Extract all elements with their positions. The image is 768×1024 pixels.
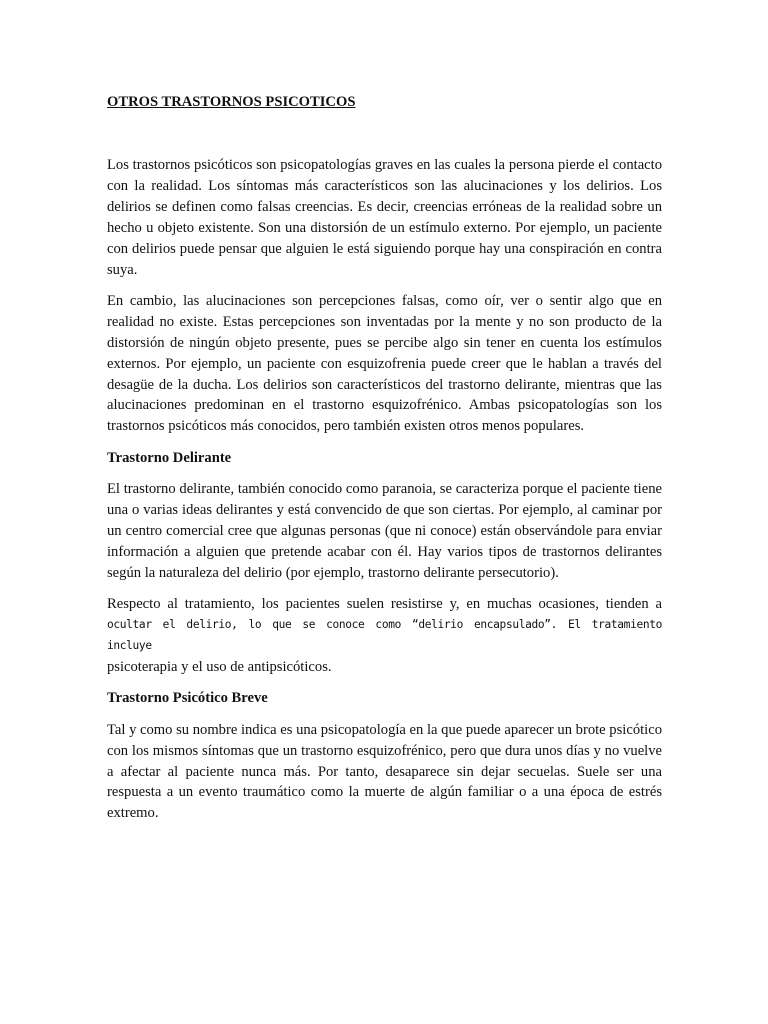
treatment-line-1: Respecto al tratamiento, los pacientes suelen resistirse y, en muchas ocasiones, tienden a	[107, 596, 662, 613]
section-heading-psicotico-breve: Trastorno Psicótico Breve	[107, 690, 268, 707]
treatment-line-2-encapsulated: ocultar el delirio, lo que se conoce como “delirio encapsulado”. El tratamiento incluye	[107, 618, 662, 653]
intro-paragraph-1: Los trastornos psicóticos son psicopatologías graves en las cuales la persona pierde el contacto con la realidad. Los síntomas más característicos son las alucinaciones y los delirios. Los delirios se definen como falsas creencias. Es decir, creencias erróneas de la realidad sobre un hecho u objeto existente. Son una distorsión de un estímulo externo. Por ejemplo, un paciente con delirios puede pensar que alguien le está siguiendo porque hay una conspiración en contra suya.	[107, 157, 662, 278]
section-heading-delirante: Trastorno Delirante	[107, 449, 232, 466]
delirante-paragraph-2	[107, 594, 662, 678]
intro-paragraph-2: En cambio, las alucinaciones son percepciones falsas, como oír, ver o sentir algo que en realidad no existe. Estas percepciones son inventadas por la mente y no son producto de la distorsión de ningún objeto presente, pues se percibe algo sin tener en cuenta los estímulos externos. Por ejemplo, un paciente con esquizofrenia puede creer que le hablan a través del desagüe de la ducha. Los delirios son característicos del trastorno delirante, mientras que las alucinaciones predominan en el trastorno esquizofrénico. Ambas psicopatologías son los trastornos psicóticos más conocidos, pero también existen otros menos populares.	[107, 292, 662, 435]
treatment-line-3: psicoterapia y el uso de antipsicóticos.	[107, 658, 332, 675]
document-page	[107, 92, 662, 835]
delirante-paragraph-1: El trastorno delirante, también conocido como paranoia, se caracteriza porque el paciente tiene una o varias ideas delirantes y está convencido de que son ciertas. Por ejemplo, al caminar por un centro comercial cree que algunas personas (que ni conoce) están observándole para enviar información a alguien que pretende acabar con él. Hay varios tipos de trastornos delirantes según la naturaleza del delirio (por ejemplo, trastorno delirante persecutorio).	[107, 481, 662, 581]
psicotico-breve-paragraph-1: Tal y como su nombre indica es una psicopatología en la que puede aparecer un brote psicótico con los mismos síntomas que un trastorno esquizofrénico, pero que dura unos días y no vuelve a afectar al paciente nunca más. Por tanto, desaparece sin dejar secuelas. Suele ser una respuesta a un evento traumático como la muerte de algún familiar o a una época de estrés extremo.	[107, 721, 662, 822]
document-title: OTROS TRASTORNOS PSICOTICOS	[107, 94, 356, 110]
